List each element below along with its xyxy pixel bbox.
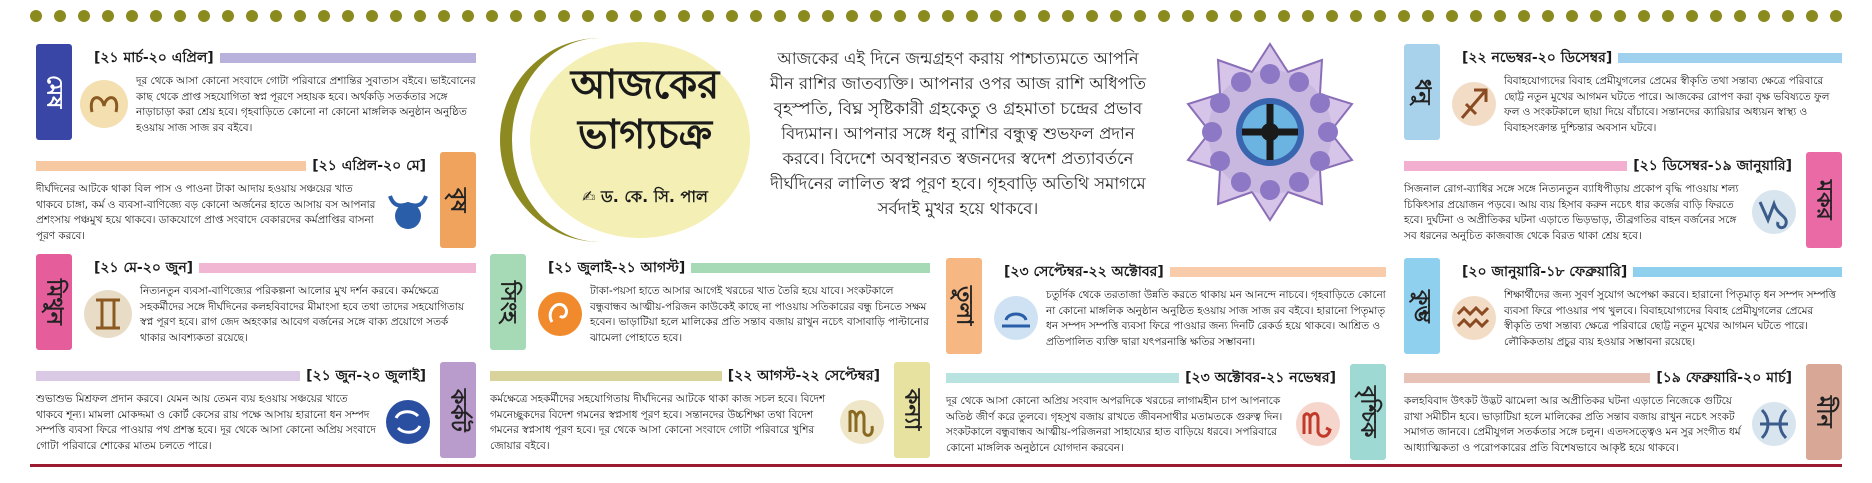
border-dot (462, 10, 474, 22)
sign-text-makar: সিজনাল রোগ-ব্যাধির সঙ্গে সঙ্গে নিত্যনতুন ব্যাধিপীড়ায় প্রকোপ বৃদ্ধি পাওয়ায় শল্য চিকিৎসার প্রয়োজন পড়বে। আয় ব্যয় হিসাব করুন নচেৎ ধার কর্জের বাড়ি ফিরতে হবে। দুর্ঘটনা ও অপ্রীতিকর ঘটনা এড়াতে ভিড়ভাড়, তীব্রগতির বাহন বর্জনের সঙ্গে সব ধরনের অনুচিত কাজবাজ থেকে বিরত থাকা শ্রেয় হবে। (1404, 183, 1739, 242)
border-dot (870, 10, 882, 22)
border-dot (1206, 10, 1218, 22)
border-dot (294, 10, 306, 22)
border-dot (606, 10, 618, 22)
gemini-icon (82, 288, 134, 340)
author-byline: ✍ ড. কে. সি. পাল (582, 187, 708, 206)
border-dot (1830, 10, 1842, 22)
border-dot (1374, 10, 1386, 22)
card-kumbha (1404, 258, 1842, 354)
sign-tab-dhanu: ধনু (1404, 44, 1440, 140)
border-dot (1542, 10, 1554, 22)
card-brishchik (946, 364, 1386, 460)
card-brish (36, 152, 476, 248)
card-dhanu (1404, 44, 1842, 140)
bottom-rule (30, 464, 1842, 467)
sagittarius-icon (1448, 78, 1500, 130)
card-karkat (36, 362, 476, 458)
border-dot (1350, 10, 1362, 22)
border-dot (1734, 10, 1746, 22)
aries-icon (78, 78, 130, 130)
sign-text-singha: টাকা-পয়সা হাতে আসার আগেই খরচের খাত তৈরি হয়ে যাবে। সংকটকালে বন্ধুবান্ধব আত্মীয়-পরিজন কাউকেই কাছে না পাওয়ায় সতিকারের বন্ধু চিনতে সক্ষম হবেন। ভাড়াটিয়া হলে মালিকের প্রতি সন্তাব বজায় রাখুন নচেৎ বাসাবাড়ি পাল্টানোর ঝামেলা পোহাতে হবে। (590, 285, 929, 344)
sign-tab-makar: মকর (1806, 152, 1842, 248)
border-dot (1662, 10, 1674, 22)
sign-tab-singha: সিংহ (490, 254, 526, 350)
border-dot (630, 10, 642, 22)
scorpio-icon (1292, 398, 1344, 450)
card-mesh (36, 44, 476, 140)
sign-text-brish: দীর্ঘদিনের আটকে থাকা বিল পাস ও পাওনা টাকা আদায় হওয়ায় সঞ্চয়ের খাত থাকবে চাঙ্গা, কর্ম ও ব্যবসা-বাণিজ্যে বড় কোনো অর্জনের হাতে আসায় বস আপনার প্রশংসায় পঞ্চমুখ হয়ে থাকবে। ডাকযোগে প্রাপ্ত সংবাদে বেকারদের কর্মপ্রাপ্তির বাসনা পূরণ করবে। (36, 183, 376, 242)
libra-icon (990, 292, 1042, 344)
sign-text-meen: কলহবিবাদ উৎকট উদ্ভট ঝামেলা আর অপ্রীতিকর ঘটনা এড়াতে নিজেকে গুটিয়ে রাখা সমীচীন হবে। ভাড়াটিয়া হলে মালিকের প্রতি সন্তাব বজায় রাখুন নচেৎ সংকট সমাগত জানবে। প্রেমীযুগল সতর্কতার সঙ্গে চলুন। এতদসত্ত্বেও মন সুর সংগীত ধর্ম আধ্যাত্মিকতা ও পরোপকারের প্রতি বিশেষভাবে আকৃষ্ট হয়ে থাকবে। (1404, 395, 1741, 454)
zodiac-wheel-icon (1180, 42, 1360, 222)
border-dot (558, 10, 570, 22)
border-dot (150, 10, 162, 22)
border-dot (510, 10, 522, 22)
title-block (500, 42, 760, 238)
sign-date-dhanu: [২২ নভেম্বর-২০ ডিসেম্বর] (1456, 46, 1618, 70)
border-dot (1110, 10, 1122, 22)
border-dot (1782, 10, 1794, 22)
card-meen (1404, 364, 1842, 460)
border-dot (1014, 10, 1026, 22)
sign-text-karkat: শুভাশুভ মিশ্রফল প্রদান করবে। যেমন আয় তেমন ব্যয় হওয়ায় সঞ্চয়ের খাতে থাকবে শূন্য। মামলা মোকদ্দমা ও কোর্ট কেসের রায় পক্ষে আসায় হারানো ধন সম্পদ সম্পত্তি ব্যবসা ফিরে পাওয়ার পথ প্রশস্ত হবে। দূর থেকে আসা কোনো অপ্রিয় সংবাদে গোটা পরিবারে শোকের মাতম চলতে পারে। (36, 393, 376, 452)
border-dot (1134, 10, 1146, 22)
leo-icon (534, 288, 586, 340)
sign-text-tula: চতুর্দিক থেকে তরতাজা উন্নতি করতে থাকায় মন আনন্দে নাচবে। গৃহবাড়িতে কোনো না কোনো মাঙ্গলিক অনুষ্ঠান অনুষ্ঠিত হওয়ায় সাজ সাজ রব বইবে। হারানো পিতৃমাতৃ ধন সম্পদ সম্পত্তি ব্যবসা ফিরে পাওয়ার জন্য দিনটি রেকর্ড হয়ে থাকবে। আশ্রিত ও প্রতিপালিত ব্যক্তি দ্বারা যৎপরনাস্তি ক্ষতির সম্ভাবনা। (1046, 289, 1386, 348)
border-dot (678, 10, 690, 22)
sign-text-dhanu: বিবাহযোগ্যদের বিবাহ প্রেমীযুগলের প্রেমের স্বীকৃতি তথা সন্তাব্য ক্ষেত্রে পরিবারে ছোট্ট নতুন মুখের আগমন ঘটতে পারে। আজকের রোপণ করা বৃক্ষ ভবিষ্যতে ফুল ফল ও সংকটকালে ছায়া দিয়ে বাঁচাবে। সন্তানদের ক্যারিয়ার অধ্যয়ন স্বাস্থ্য ও বিবাহসংক্রান্ত দুশ্চিন্তার অবসান ঘটবে। (1504, 75, 1830, 134)
sign-tab-brish: বৃষ (440, 152, 476, 248)
capricorn-icon (1748, 186, 1800, 238)
border-dot (1806, 10, 1818, 22)
border-dot (1686, 10, 1698, 22)
dotted-border-top (30, 10, 1842, 26)
border-dot (174, 10, 186, 22)
sign-tab-karkat: কর্কট (440, 362, 476, 458)
sign-date-makar: [২১ ডিসেম্বর-১৯ জানুয়ারি] (1627, 154, 1798, 178)
border-dot (1398, 10, 1410, 22)
sign-date-meen: [১৯ ফেব্রুয়ারি-২০ মার্চ] (1650, 366, 1798, 390)
card-mithun (36, 254, 476, 350)
virgo-icon (836, 396, 888, 448)
sign-date-brish: [২১ এপ্রিল-২০ মে] (306, 154, 432, 178)
card-kanya (490, 362, 930, 458)
border-dot (270, 10, 282, 22)
border-dot (654, 10, 666, 22)
border-dot (702, 10, 714, 22)
sign-tab-tula: তুলা (946, 258, 982, 354)
border-dot (1590, 10, 1602, 22)
sign-date-tula: [২৩ সেপ্টেম্বর-২২ অক্টোবর] (998, 260, 1170, 284)
sign-text-kumbha: শিক্ষার্থীদের জন্য সুবর্ণ সুযোগ অপেক্ষা করবে। হারানো পিতৃমাতৃ ধন সম্পদ সম্পত্তি ব্যবসা ফিরে পাওয়ার পথ খুলবে। বিবাহযোগ্যদের বিবাহ প্রেমীযুগলের প্রেমের স্বীকৃতি তথা সন্তাব্য ক্ষেত্রে পরিবারে ছোট্ট নতুন মুখের আগমন ঘটতে পারে। লৌকিকতায় প্রচুর ব্যয় হওয়ার সম্ভাবনা রয়েছে। (1504, 289, 1836, 348)
border-dot (918, 10, 930, 22)
border-dot (78, 10, 90, 22)
border-dot (1758, 10, 1770, 22)
border-dot (1470, 10, 1482, 22)
card-makar (1404, 152, 1842, 248)
sign-date-mithun: [২১ মে-২০ জুন] (88, 256, 199, 280)
sign-date-kanya: [২২ আগস্ট-২২ সেপ্টেম্বর] (722, 364, 886, 388)
border-dot (966, 10, 978, 22)
border-dot (1614, 10, 1626, 22)
cancer-icon (382, 396, 434, 448)
sign-tab-brishchik: বৃশ্চিক (1350, 364, 1386, 460)
border-dot (1038, 10, 1050, 22)
border-dot (342, 10, 354, 22)
sign-text-mithun: নিত্যনতুন ব্যবসা-বাণিজ্যের পরিকল্পনা আলোর মুখ দর্শন করবে। কর্মক্ষেত্রে সহকর্মীদের সঙ্গে দীর্ঘদিনের কলহবিবাদের মীমাংসা হবে তথা তাদের সহযোগিতায় স্বপ্ন পূরণ হবে। রাগ জেদ অহংকার আবেগ বর্জনের সঙ্গে বাক্য প্রয়োগে সতর্ক থাকার আবশ্যকতা রয়েছে। (140, 285, 464, 344)
sign-text-mesh: দূর থেকে আসা কোনো সংবাদে গোটা পরিবারে প্রশান্তির সুবাতাস বইবে। ভাইবোনের কাছ থেকে প্রাপ্ত সহযোগিতা স্বপ্ন পূরণে সহায়ক হবে। অর্থকড়ি সতর্কতার সঙ্গে নাড়াচাড়া করা শ্রেয় হবে। গৃহবাড়িতে কোনো না কোনো মাঙ্গলিক অনুষ্ঠান অনুষ্ঠিত হওয়ায় সাজ সাজ রব বইবে। (136, 75, 476, 134)
border-dot (1566, 10, 1578, 22)
page-title: আজকের ভাগ্যচক্র (570, 61, 720, 158)
border-dot (1518, 10, 1530, 22)
border-dot (1182, 10, 1194, 22)
sign-tab-kumbha: কুম্ভ (1404, 258, 1440, 354)
border-dot (990, 10, 1002, 22)
sign-tab-mithun: মিথুন (36, 254, 72, 350)
border-dot (30, 10, 42, 22)
border-dot (198, 10, 210, 22)
birthday-forecast: আজকের এই দিনে জন্মগ্রহণ করায় পাশ্চাত্যমতে আপনি মীন রাশির জাতব্যক্তি। আপনার ওপর আজ রাশি অধিপতি বৃহস্পতি, বিঘ্ন সৃষ্টিকারী গ্রহকেতু ও গ্রহমাতা চন্দ্রের প্রভাব বিদ্যমান। আপনার সঙ্গে ধনু রাশির বন্ধুত্ব শুভফল প্রদান করবে। বিদেশে অবস্থানরত স্বজনদের স্বদেশ প্রত্যাবর্তনে দীর্ঘদিনের লালিত স্বপ্ন পূরণ হবে। গৃহবাড়ি অতিথি সমাগমে সর্বদাই মুখর হয়ে থাকবে। (770, 49, 1146, 218)
border-dot (1254, 10, 1266, 22)
border-dot (54, 10, 66, 22)
border-dot (942, 10, 954, 22)
border-dot (1422, 10, 1434, 22)
border-dot (750, 10, 762, 22)
border-dot (1326, 10, 1338, 22)
border-dot (726, 10, 738, 22)
border-dot (1278, 10, 1290, 22)
border-dot (894, 10, 906, 22)
sign-tab-kanya: কন্যা (894, 362, 930, 458)
border-dot (438, 10, 450, 22)
sign-date-kumbha: [২০ জানুয়ারি-১৮ ফেব্রুয়ারি] (1456, 260, 1633, 284)
border-dot (1062, 10, 1074, 22)
border-dot (318, 10, 330, 22)
sign-tab-meen: মীন (1806, 364, 1842, 460)
aquarius-icon (1448, 292, 1500, 344)
border-dot (1494, 10, 1506, 22)
border-dot (534, 10, 546, 22)
border-dot (366, 10, 378, 22)
border-dot (414, 10, 426, 22)
border-dot (1230, 10, 1242, 22)
border-dot (1086, 10, 1098, 22)
border-dot (1158, 10, 1170, 22)
border-dot (246, 10, 258, 22)
sign-date-mesh: [২১ মার্চ-২০ এপ্রিল] (88, 46, 220, 70)
sign-text-brishchik: দূর থেকে আসা কোনো অপ্রিয় সংবাদ অপরদিকে খরচের লাগামহীন চাপ আপনাকে অতিষ্ঠ জীর্ণ করে তুলবে। গৃহসুখ বজায় রাখতে জীবনসাথীর মতামতকে গুরুত্ব দিন। সংকটকালে বন্ধুবান্ধব আত্মীয়-পরিজনরা সাহায্যের হাত বাড়িয়ে ধরবে। সপরিবারে কোনো মাঙ্গলিক অনুষ্ঠানে যোগদান করবেন। (946, 395, 1283, 454)
sign-date-brishchik: [২৩ অক্টোবর-২১ নভেম্বর] (1179, 366, 1342, 390)
sign-tab-mesh: মেষ (36, 44, 72, 140)
border-dot (126, 10, 138, 22)
border-dot (798, 10, 810, 22)
border-dot (390, 10, 402, 22)
sign-text-kanya: কর্মক্ষেত্রে সহকর্মীদের সহযোগিতায় দীর্ঘদিনের আটকে থাকা কাজ সচল হবে। বিদেশ গমনেচ্ছুকদের বিদেশ গমনের স্বপ্নসাধ পূরণ হবে। সন্তানদের উচ্চশিক্ষা তথা বিদেশ গমনের স্বপ্নসাধ পূরণ হবে। দূর থেকে আসা কোনো সংবাদে গোটা পরিবারে খুশির জোয়ার বইবে। (490, 393, 826, 452)
sign-date-karkat: [২১ জুন-২০ জুলাই] (300, 364, 432, 388)
border-dot (582, 10, 594, 22)
border-dot (822, 10, 834, 22)
border-dot (846, 10, 858, 22)
border-dot (1710, 10, 1722, 22)
border-dot (102, 10, 114, 22)
border-dot (1638, 10, 1650, 22)
taurus-icon (382, 186, 434, 238)
sign-date-singha: [২১ জুলাই-২১ আগস্ট] (542, 256, 691, 280)
pisces-icon (1748, 398, 1800, 450)
border-dot (1446, 10, 1458, 22)
card-tula (946, 258, 1386, 354)
border-dot (222, 10, 234, 22)
card-singha (490, 254, 930, 350)
border-dot (486, 10, 498, 22)
border-dot (1302, 10, 1314, 22)
border-dot (774, 10, 786, 22)
